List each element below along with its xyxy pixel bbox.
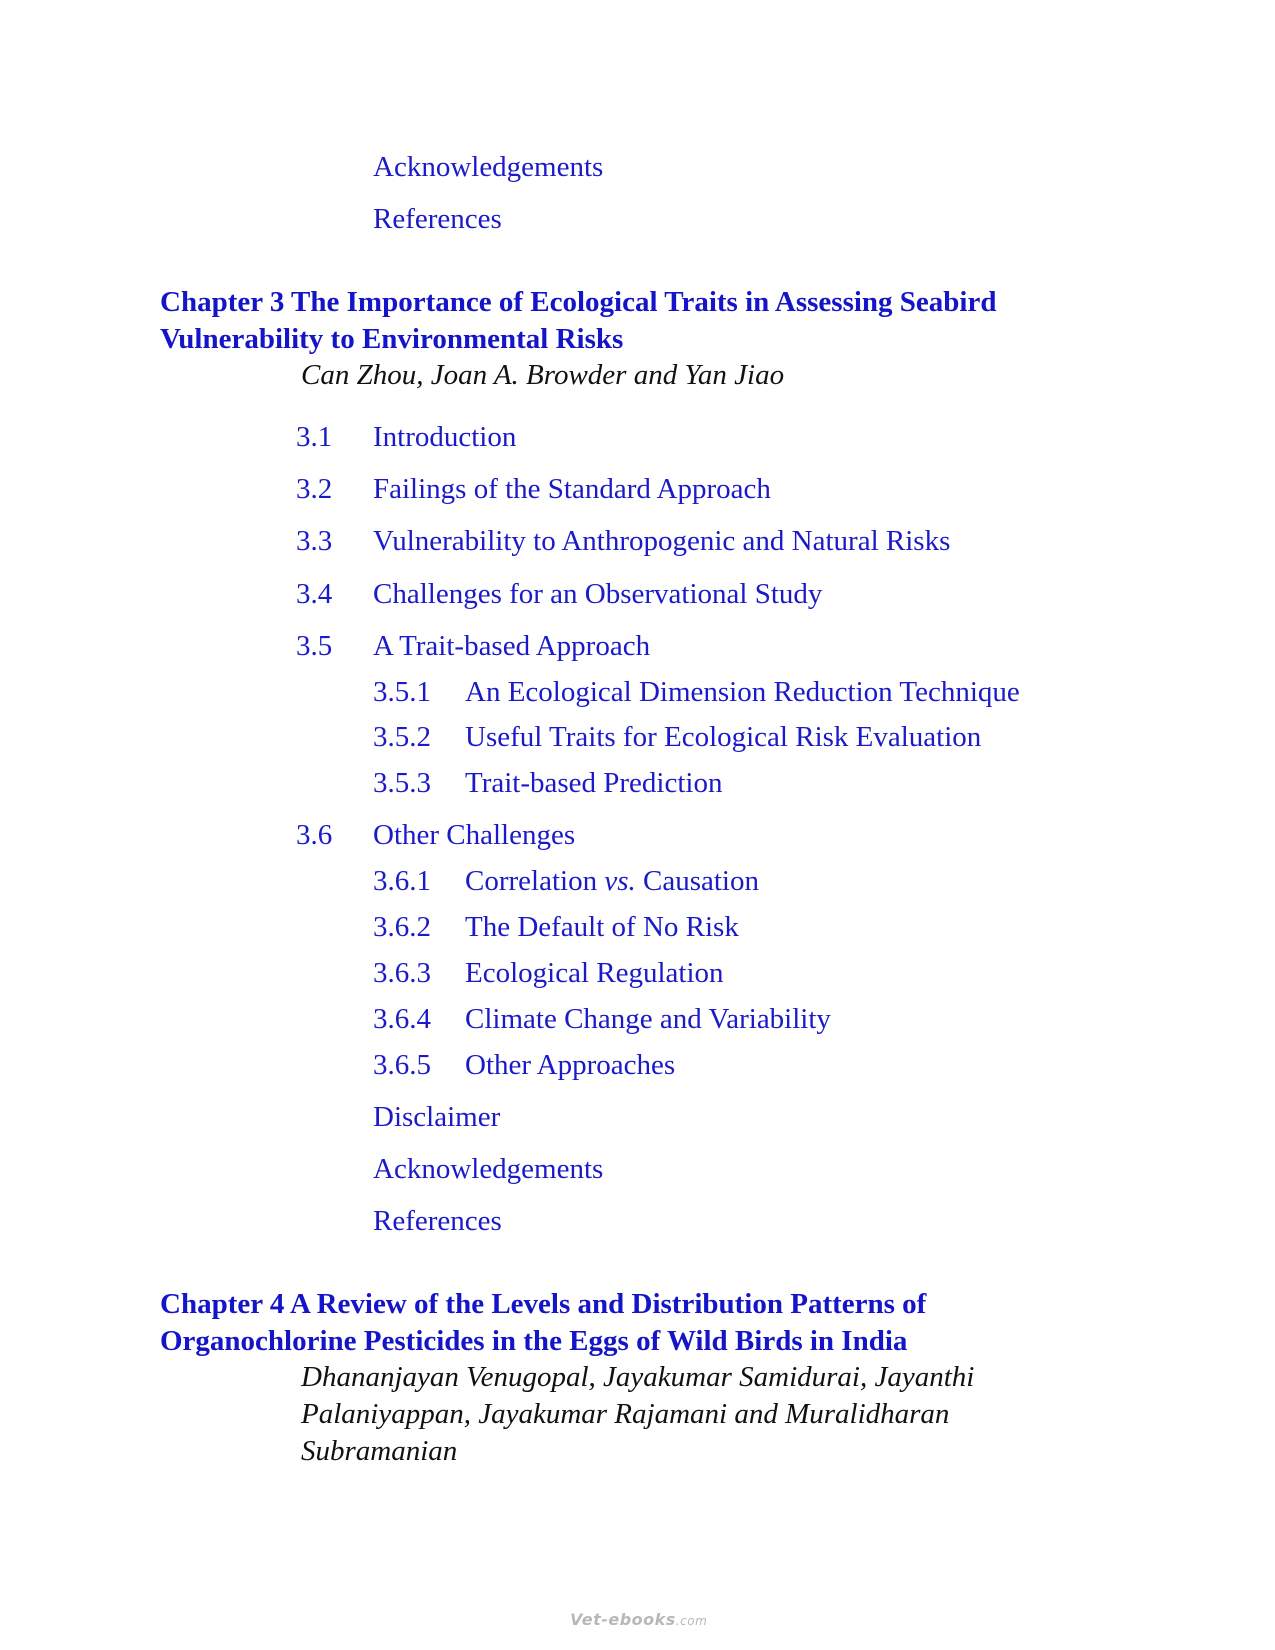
watermark-ext: .com (675, 1614, 708, 1628)
toc-link-section-3-4[interactable]: Challenges for an Observational Study (373, 578, 823, 610)
toc-link-references[interactable]: References (373, 1205, 502, 1237)
subsection-number: 3.5.3 (373, 767, 431, 799)
section-number: 3.5 (296, 630, 333, 662)
chapter-3-title-line2: Vulnerability to Environmental Risks (160, 323, 624, 355)
chapter-4-title-line2: Organochlorine Pesticides in the Eggs of Wild Birds in India (160, 1325, 908, 1357)
chapter-4-authors-line3: Subramanian (301, 1435, 458, 1467)
toc-link-section-3-5[interactable]: A Trait-based Approach (373, 630, 651, 662)
toc-link-subsection-3-6-2[interactable]: The Default of No Risk (465, 911, 739, 943)
chapter-3-title[interactable] (160, 284, 1160, 358)
chapter-4-title[interactable] (160, 1286, 1160, 1360)
subsection-title-pre: Correlation (465, 865, 605, 897)
toc-link-section-3-3[interactable]: Vulnerability to Anthropogenic and Natural Risks (373, 525, 951, 557)
section-number: 3.1 (296, 421, 333, 453)
toc-link-disclaimer[interactable]: Disclaimer (373, 1101, 501, 1133)
section-number: 3.4 (296, 578, 333, 610)
chapter-4-authors-line1: Dhananjayan Venugopal, Jayakumar Samidurai, Jayanthi (301, 1361, 975, 1393)
chapter-4-authors-line2: Palaniyappan, Jayakumar Rajamani and Muralidharan (301, 1398, 950, 1430)
toc-link-section-3-6[interactable]: Other Challenges (373, 819, 576, 851)
subsection-number: 3.6.2 (373, 911, 431, 943)
chapter-4-authors (301, 1359, 1101, 1470)
subsection-title-post: Causation (635, 865, 759, 897)
subsection-number: 3.5.2 (373, 721, 431, 753)
chapter-4-title-line1: Chapter 4 A Review of the Levels and Distribution Patterns of (160, 1288, 927, 1320)
toc-link-subsection-3-6-1[interactable] (465, 864, 759, 898)
section-number: 3.2 (296, 473, 333, 505)
toc-link-subsection-3-5-1[interactable]: An Ecological Dimension Reduction Technique (465, 676, 1020, 708)
subsection-number: 3.6.1 (373, 865, 431, 897)
toc-link-subsection-3-5-2[interactable]: Useful Traits for Ecological Risk Evaluation (465, 721, 982, 753)
toc-link-subsection-3-5-3[interactable]: Trait-based Prediction (465, 767, 723, 799)
watermark-logo (570, 1610, 707, 1629)
subsection-title-italic: vs. (604, 865, 636, 897)
toc-link-section-3-1[interactable]: Introduction (373, 421, 517, 453)
toc-link-subsection-3-6-4[interactable]: Climate Change and Variability (465, 1003, 831, 1035)
toc-link-subsection-3-6-5[interactable]: Other Approaches (465, 1049, 676, 1081)
toc-link-acknowledgements[interactable]: Acknowledgements (373, 1153, 604, 1185)
subsection-number: 3.6.4 (373, 1003, 431, 1035)
toc-link-prev-references[interactable]: References (373, 203, 502, 235)
toc-link-subsection-3-6-3[interactable]: Ecological Regulation (465, 957, 724, 989)
subsection-number: 3.5.1 (373, 676, 431, 708)
subsection-number: 3.6.5 (373, 1049, 431, 1081)
section-number: 3.6 (296, 819, 333, 851)
chapter-3-title-line1: Chapter 3 The Importance of Ecological Traits in Assessing Seabird (160, 286, 997, 318)
section-number: 3.3 (296, 525, 333, 557)
chapter-3-authors: Can Zhou, Joan A. Browder and Yan Jiao (301, 359, 785, 391)
toc-link-section-3-2[interactable]: Failings of the Standard Approach (373, 473, 771, 505)
subsection-number: 3.6.3 (373, 957, 431, 989)
toc-link-prev-acknowledgements[interactable]: Acknowledgements (373, 151, 604, 183)
watermark-text: Vet-ebooks (570, 1610, 676, 1629)
